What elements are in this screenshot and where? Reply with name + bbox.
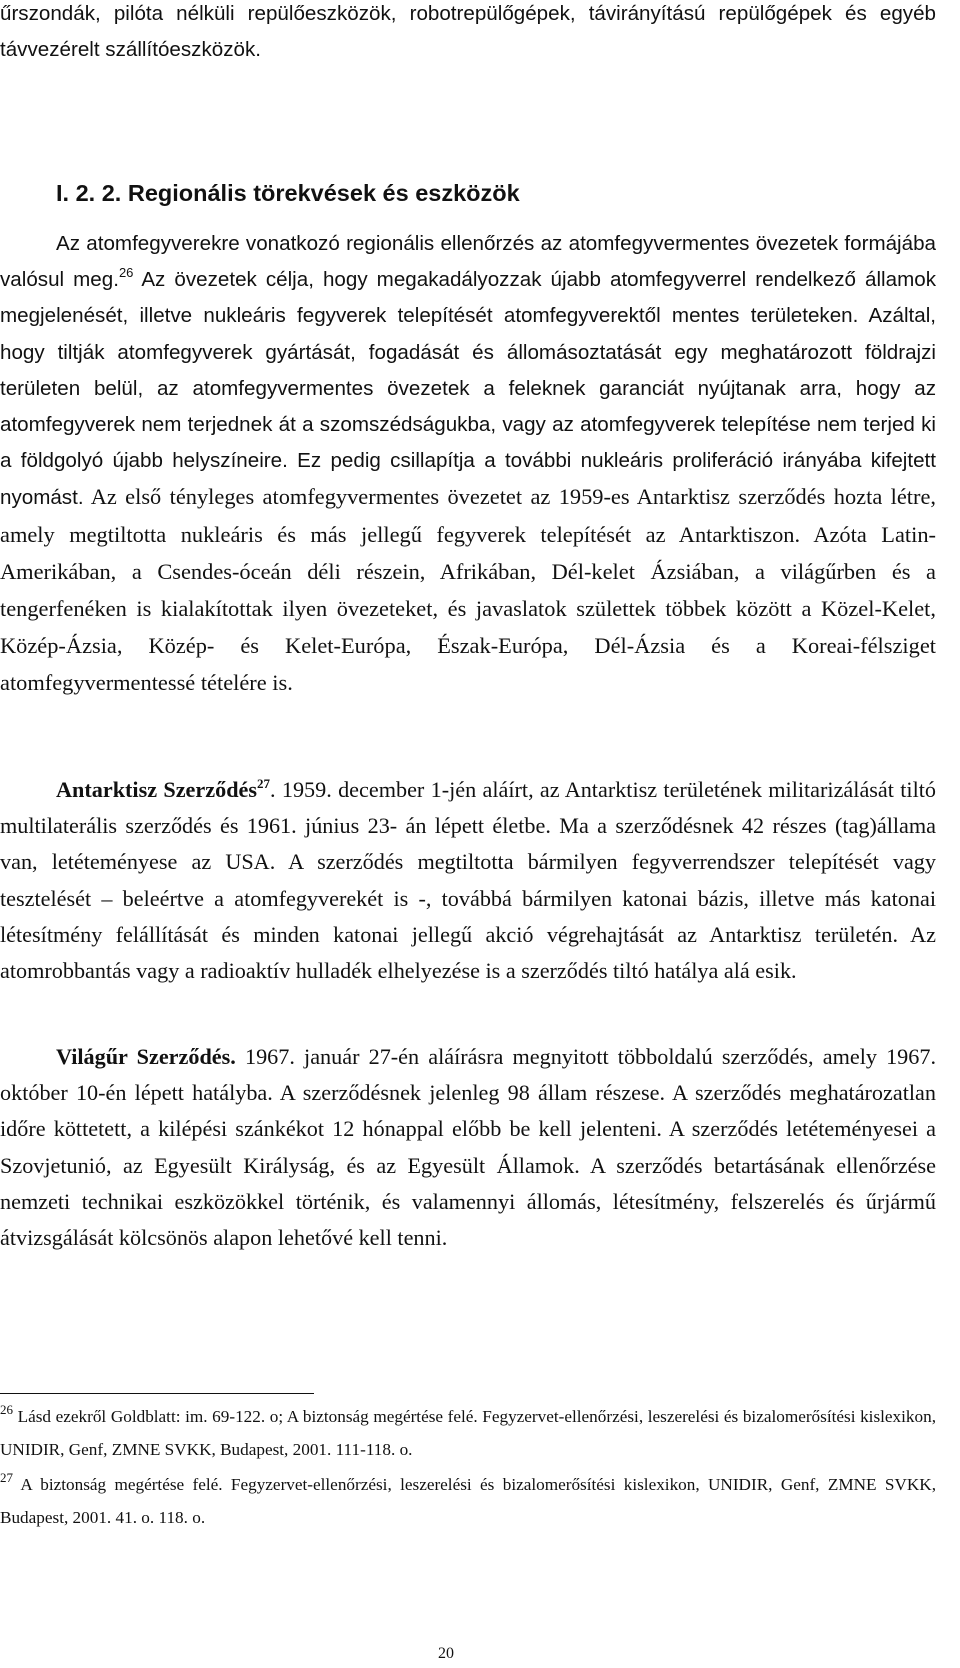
regional-text-intro: Az atomfegyverekre vonatkozó regionális ellenőrzés az atomfegyvermentes övezetek formájába valósul meg. bbox=[0, 232, 936, 292]
antarctic-treaty-text: . 1959. december 1-jén aláírt, az Antarktisz területének militarizálását tiltó multilaterális szerződés és 1961. június 23- án lépett életbe. Ma a szerződésnek 42 részes (tag)állama van, letéteményese az USA. A szerződés megtiltotta bármilyen fegyverrendszer telepítését vagy tesztelését – beleértve a atomfegyverekét is -, továbbá bármilyen katonai bázis, illetve más katonai létesítmény felállítását és minden katonai jellegű akció végrehajtását az Antarktisz területén. Az atomrobbantás vagy a radioaktív hulladék elhelyezése is a szerződés tiltó hatálya alá esik. bbox=[0, 777, 936, 984]
footnote-ref-27: 27 bbox=[257, 775, 271, 791]
section-heading: I. 2. 2. Regionális törekvések és eszközök bbox=[56, 180, 520, 206]
footnote-27 bbox=[0, 1468, 936, 1534]
antarctic-treaty-paragraph bbox=[0, 772, 936, 989]
intro-paragraph bbox=[0, 0, 936, 68]
footnote-separator bbox=[0, 1393, 314, 1394]
footnote-text: Lásd ezekről Goldblatt: im. 69-122. o; A biztonság megértése felé. Fegyzervet-ellenőrzési, leszerelési és bizalomerősítési kislexikon, UNIDIR, Genf, ZMNE SVKK, Budapest, 2001. 111-118. o. bbox=[0, 1407, 936, 1459]
page-number: 20 bbox=[438, 1645, 454, 1662]
antarctic-treaty-title: Antarktisz Szerződés bbox=[56, 777, 258, 802]
space-treaty-paragraph bbox=[0, 1039, 936, 1256]
footnote-26 bbox=[0, 1400, 936, 1466]
footnote-ref-26: 26 bbox=[118, 265, 134, 281]
regional-text-purpose: Az övezetek célja, hogy megakadályozzak újabb atomfegyverrel rendelkező államok megjelenését, illetve nukleáris fegyverek telepítését atomfegyverektől mentes területeken. Azáltal, hogy tiltják atomfegyverek gyártását, fogadását és állomásoztatását egy meghatározott földrajzi területen belül, az atomfegyvermentes övezetek a feleknek garanciát nyújtanak arra, hogy az atomfegyverek nem terjednek át a szomszédságukba, vagy az atomfegyverek telepítése nem terjed ki a földgolyó újabb helyszíneire. Ez pedig csillapítja a további nukleáris proliferáció irányába kifejtett nyomást. bbox=[0, 268, 936, 510]
intro-text: űrszondák, pilóta nélküli repülőeszközök, robotrepülőgépek, távirányítású repülőgépek és egyéb távvezérelt szállítóeszközök. bbox=[0, 2, 936, 62]
footnote-text: A biztonság megértése felé. Fegyzervet-ellenőrzési, leszerelési és bizalomerősítési kislexikon, UNIDIR, Genf, ZMNE SVKK, Budapest, 2001. 41. o. 118. o. bbox=[0, 1475, 936, 1527]
footnote-number: 27 bbox=[0, 1470, 13, 1486]
footnote-number: 26 bbox=[0, 1402, 13, 1418]
space-treaty-text: 1967. január 27-én aláírásra megnyitott többoldalú szerződés, amely 1967. október 10-én lépett hatályba. A szerződésnek jelenleg 98 állam részese. A szerződés meghatározatlan időre köttetett, a kilépési szánkékot 12 hónappal előbb be kell jelenteni. A szerződés letéteményesei a Szovjetunió, az Egyesült Királyság, és az Egyesült Államok. A szerződés betartásának ellenőrzése nemzeti technikai eszközökkel történik, és valamennyi állomás, létesítmény, felszerelés és űrjármű átvizsgálását kölcsönös alapon lehetővé kell tenni. bbox=[0, 1044, 937, 1251]
space-treaty-title: Világűr Szerződés. bbox=[56, 1044, 236, 1069]
regional-paragraph bbox=[0, 226, 936, 703]
regional-text-history: Az első tényleges atomfegyvermentes övezetet az 1959-es Antarktisz szerződés hozta létre, amely megtiltotta nukleáris és más jellegű fegyverek telepítését az Antarktiszon. Azóta Latin-Amerikában, a Csendes-óceán déli részein, Afrikában, Dél-kelet Ázsiában, a világűrben és a tengerfenéken is kialakítottak ilyen övezeteket, és javaslatok születtek többek között a Közel-Kelet, Közép-Ázsia, Közép- és Kelet-Európa, Észak-Európa, Dél-Ázsia és a Koreai-félsziget atomfegyvermentessé tételére is. bbox=[0, 484, 936, 696]
